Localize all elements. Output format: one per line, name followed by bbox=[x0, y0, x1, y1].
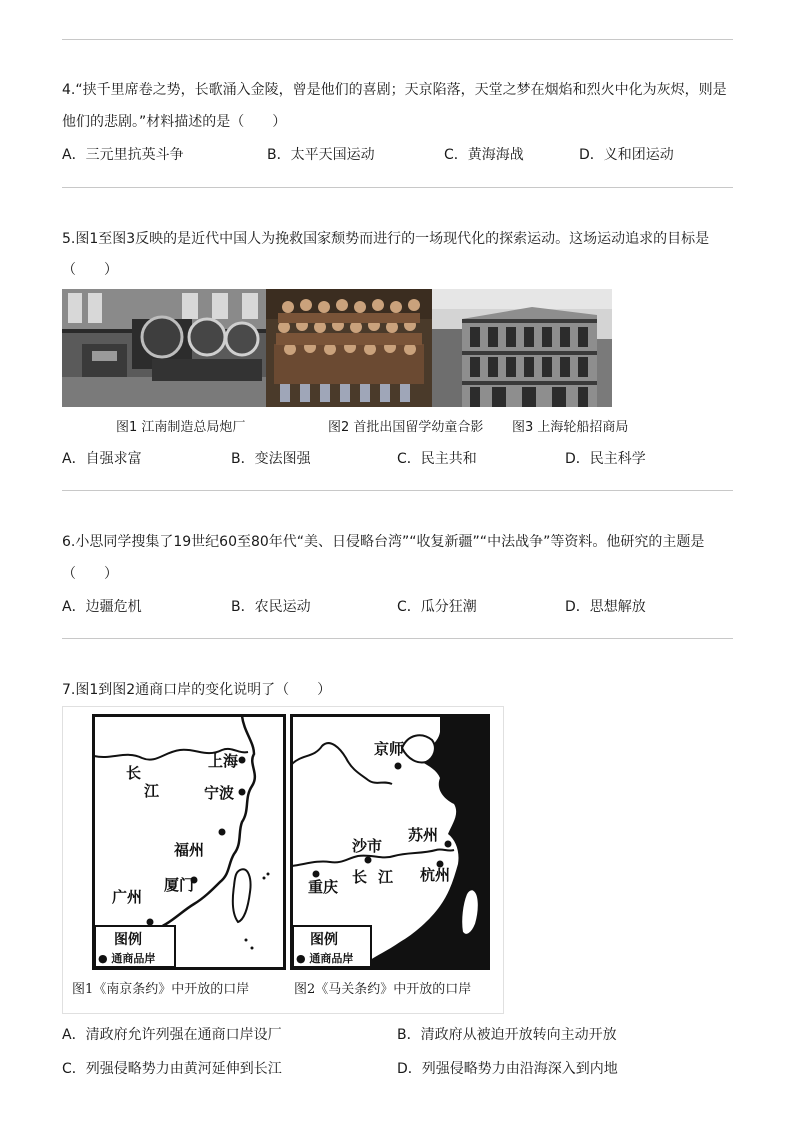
map2-legend-text: ● 通商品岸 bbox=[296, 952, 354, 965]
q7-option-b[interactable]: B．清政府从被迫开放转向主动开放 bbox=[397, 1027, 617, 1043]
q5-option-b[interactable]: B．变法图强 bbox=[231, 451, 311, 467]
map2-label-chongqing: 重庆 bbox=[308, 878, 339, 896]
map1-label-shanghai: 上海 bbox=[208, 752, 239, 770]
map2-label-hangzhou: 杭州 bbox=[420, 866, 451, 884]
q5-option-a[interactable]: A．自强求富 bbox=[62, 451, 142, 467]
question-6-stem-line1: 6.小思同学搜集了19世纪60至80年代“美、日侵略台湾”“收复新疆”“中法战争”等资料。他研究的主题是 bbox=[62, 534, 705, 550]
map1-label-fuzhou: 福州 bbox=[174, 841, 205, 859]
q5-option-c[interactable]: C．民主共和 bbox=[397, 451, 477, 467]
map2-label-suzhou: 苏州 bbox=[408, 826, 439, 844]
map2-label-jingshi: 京师 bbox=[374, 740, 405, 758]
map1-label-chang: 长 bbox=[126, 764, 142, 782]
q4-option-d[interactable]: D．义和团运动 bbox=[579, 147, 674, 163]
figure-1-caption: 图1 江南制造总局炮厂 bbox=[116, 420, 246, 435]
q7-option-a[interactable]: A．清政府允许列强在通商口岸设厂 bbox=[62, 1027, 282, 1043]
map1-label-xiamen: 厦门 bbox=[164, 876, 195, 894]
map2-label-chang: 长 bbox=[352, 868, 368, 886]
figure-1-arsenal-photo bbox=[62, 289, 272, 407]
figure-3-building-photo bbox=[432, 289, 612, 407]
map-1-caption: 图1《南京条约》中开放的口岸 bbox=[72, 982, 250, 997]
question-5-stem-line2: （ ） bbox=[62, 262, 118, 278]
map2-label-jiang: 江 bbox=[378, 868, 394, 886]
figure-3-caption: 图3 上海轮船招商局 bbox=[512, 420, 629, 435]
map1-label-ningbo: 宁波 bbox=[204, 784, 235, 802]
q7-option-d[interactable]: D．列强侵略势力由沿海深入到内地 bbox=[397, 1061, 618, 1077]
q6-option-a[interactable]: A．边疆危机 bbox=[62, 599, 142, 615]
map2-legend-title: 图例 bbox=[310, 932, 338, 948]
q4-option-b[interactable]: B．太平天国运动 bbox=[267, 147, 375, 163]
question-4-stem-line2: 他们的悲剧。”材料描述的是（ ） bbox=[62, 114, 287, 130]
question-7-stem: 7.图1到图2通商口岸的变化说明了（ ） bbox=[62, 682, 332, 698]
q4-option-c[interactable]: C．黄海海战 bbox=[444, 147, 524, 163]
q6-option-b[interactable]: B．农民运动 bbox=[231, 599, 311, 615]
figure-2-students-photo bbox=[266, 289, 432, 407]
divider bbox=[62, 490, 733, 491]
question-5-stem-line1: 5.图1至图3反映的是近代中国人为挽救国家颓势而进行的一场现代化的探索运动。这场运动追求的目标是 bbox=[62, 231, 710, 247]
map-2-shimonoseki-treaty bbox=[290, 714, 490, 970]
map2-label-shashi: 沙市 bbox=[352, 837, 383, 855]
map1-label-guangzhou: 广州 bbox=[112, 888, 143, 906]
map1-legend-text: ● 通商品岸 bbox=[98, 952, 156, 965]
map1-label-jiang: 江 bbox=[144, 782, 160, 800]
map-2-caption: 图2《马关条约》中开放的口岸 bbox=[294, 982, 472, 997]
question-4-stem-line1: 4.“挟千里席卷之势，长歌涌入金陵，曾是他们的喜剧；天京陷落，天堂之梦在烟焰和烈火中化为灰烬，则是 bbox=[62, 82, 727, 98]
q6-option-c[interactable]: C．瓜分狂潮 bbox=[397, 599, 477, 615]
map1-legend-title: 图例 bbox=[114, 932, 142, 948]
figure-2-caption: 图2 首批出国留学幼童合影 bbox=[328, 420, 484, 435]
question-6-stem-line2: （ ） bbox=[62, 566, 118, 582]
q4-option-a[interactable]: A．三元里抗英斗争 bbox=[62, 147, 184, 163]
divider bbox=[62, 39, 733, 40]
divider bbox=[62, 187, 733, 188]
q6-option-d[interactable]: D．思想解放 bbox=[565, 599, 646, 615]
q5-option-d[interactable]: D．民主科学 bbox=[565, 451, 646, 467]
q7-option-c[interactable]: C．列强侵略势力由黄河延伸到长江 bbox=[62, 1061, 282, 1077]
divider bbox=[62, 638, 733, 639]
map-1-nanjing-treaty bbox=[92, 714, 286, 970]
